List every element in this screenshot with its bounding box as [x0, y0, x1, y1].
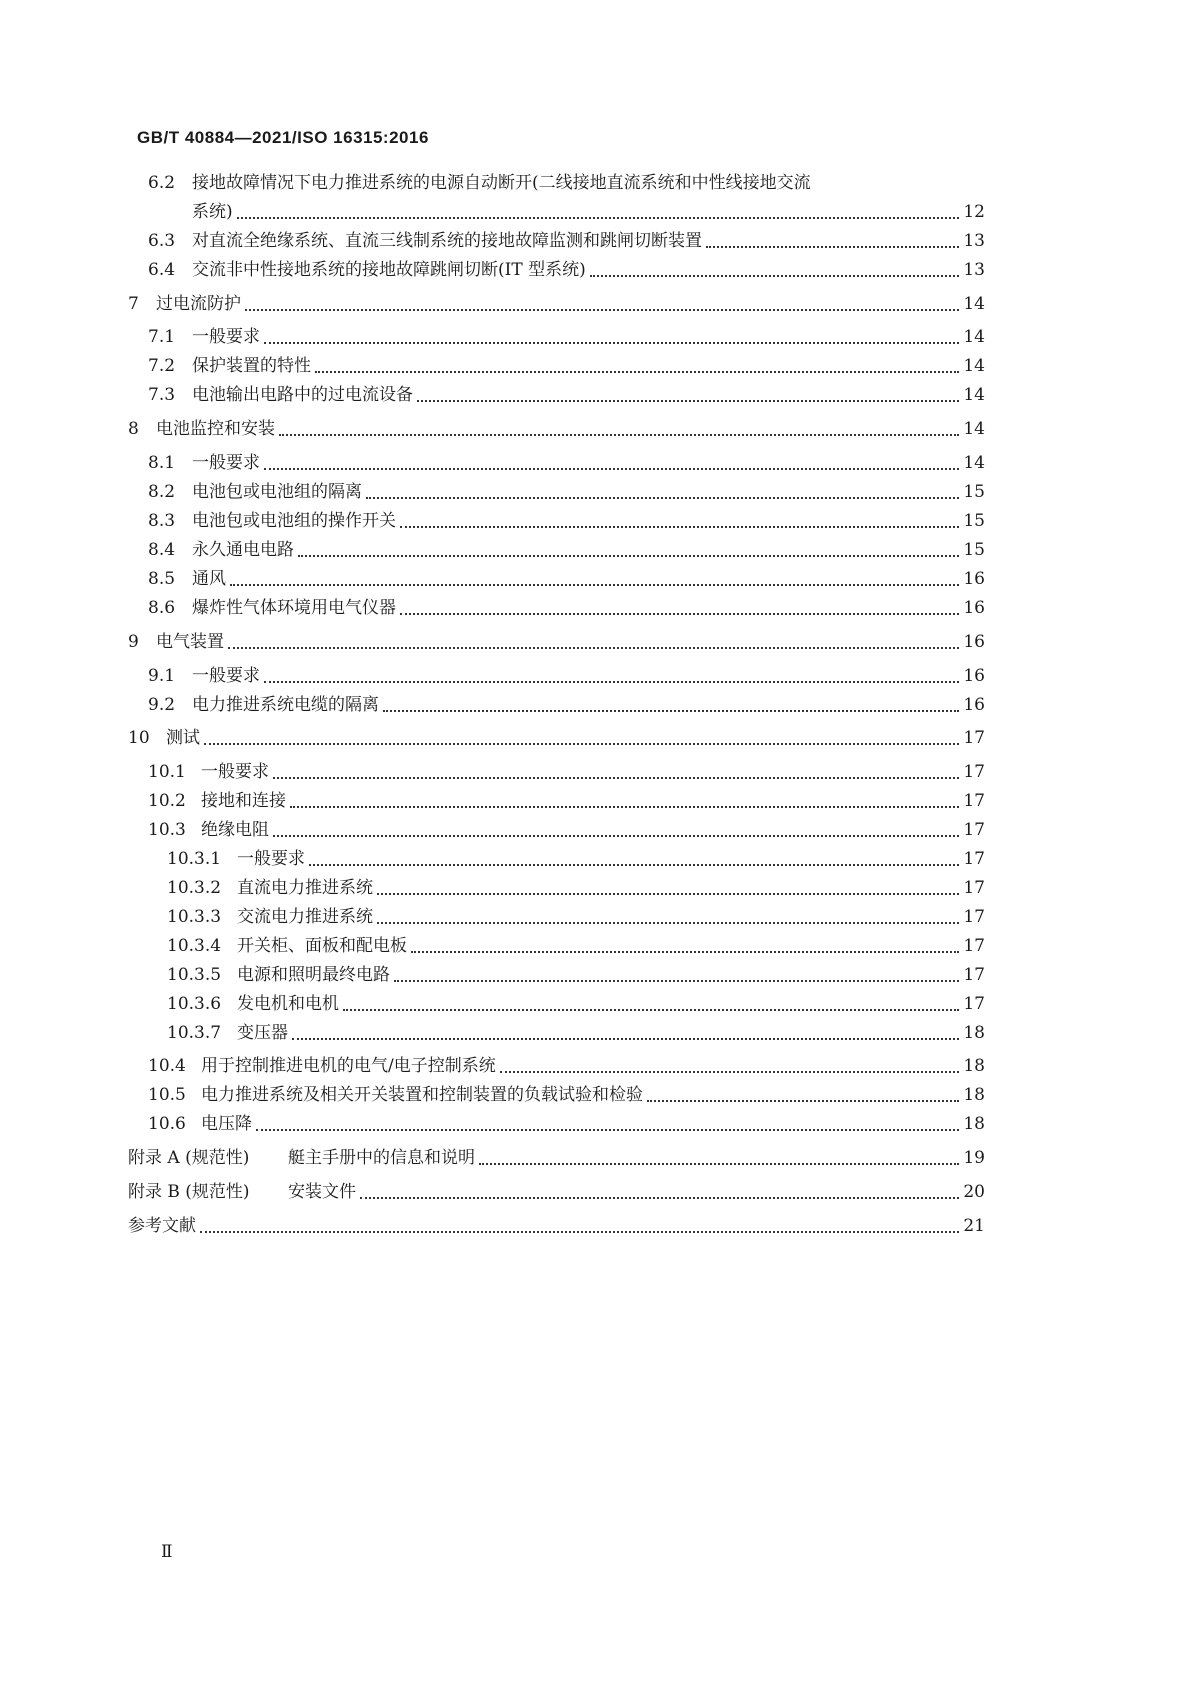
- toc-entry-page: 13: [963, 231, 985, 251]
- page-number: Ⅱ: [161, 1542, 173, 1561]
- toc-entry-page: 17: [963, 762, 985, 782]
- toc-entry-number: 7.3: [148, 385, 176, 405]
- toc-entry[interactable]: [0, 1054, 1191, 1078]
- toc-entry-title: 一般要求: [201, 762, 269, 782]
- toc-entry-title: 用于控制推进电机的电气/电子控制系统: [201, 1056, 496, 1076]
- toc-entry[interactable]: [0, 480, 1191, 504]
- toc-leader-dots: [264, 468, 959, 470]
- toc-leader-dots: [394, 980, 959, 982]
- toc-entry[interactable]: [0, 383, 1191, 407]
- toc-leader-dots: [273, 777, 959, 779]
- toc-entry[interactable]: [0, 963, 1191, 987]
- toc-entry-page: 17: [963, 820, 985, 840]
- toc-entry-page: 14: [963, 453, 985, 473]
- toc-entry[interactable]: [0, 1021, 1191, 1045]
- toc-entry[interactable]: [0, 630, 1191, 654]
- toc-leader-dots: [647, 1100, 959, 1102]
- toc-entry-number: 10.3.5: [167, 965, 222, 985]
- toc-leader-dots: [279, 434, 959, 436]
- toc-leader-dots: [256, 1129, 959, 1131]
- toc-entry-number: 10.3.1: [167, 849, 222, 869]
- toc-entry[interactable]: [0, 417, 1191, 441]
- toc-entry-number: 10.2: [148, 791, 186, 811]
- toc-entry-title: 一般要求: [192, 327, 260, 347]
- toc-entry-title: 测试: [166, 728, 200, 748]
- toc-entry-title: 通风: [192, 569, 226, 589]
- toc-entry-title: 保护装置的特性: [192, 356, 311, 376]
- toc-entry-page: 15: [963, 482, 985, 502]
- toc-entry[interactable]: [0, 567, 1191, 591]
- toc-entry-number: 10: [128, 728, 150, 748]
- toc-entry[interactable]: [0, 876, 1191, 900]
- toc-entry[interactable]: [0, 726, 1191, 750]
- toc-leader-dots: [264, 681, 959, 683]
- toc-leader-dots: [273, 835, 959, 837]
- toc-entry-title: 一般要求: [192, 453, 260, 473]
- toc-entry-title: 电气装置: [156, 632, 224, 652]
- toc-leader-dots: [343, 1009, 959, 1011]
- toc-entry[interactable]: [0, 325, 1191, 349]
- toc-leader-dots: [500, 1071, 960, 1073]
- toc-entry-number: 7.2: [148, 356, 176, 376]
- toc-entry-page: 16: [963, 598, 985, 618]
- toc-entry-page: 17: [963, 994, 985, 1014]
- toc-entry-page: 15: [963, 511, 985, 531]
- toc-leader-dots: [400, 526, 959, 528]
- toc-entry[interactable]: [0, 229, 1191, 253]
- toc-entry-number: 附录 B (规范性): [128, 1182, 250, 1202]
- toc-entry-number: 8.2: [148, 482, 176, 502]
- toc-entry-number: 10.1: [148, 762, 186, 782]
- toc-entry-number: 9.2: [148, 695, 176, 715]
- toc-entry[interactable]: [0, 292, 1191, 316]
- toc-entry-number: 6.2: [148, 173, 176, 193]
- toc-entry[interactable]: [0, 200, 1191, 224]
- toc-leader-dots: [309, 864, 959, 866]
- toc-entry-title: 电力推进系统电缆的隔离: [192, 695, 379, 715]
- toc-leader-dots: [230, 584, 959, 586]
- toc-entry-number: 6.4: [148, 260, 176, 280]
- toc-entry-title: 安装文件: [288, 1182, 356, 1202]
- toc-entry-page: 18: [963, 1114, 985, 1134]
- toc-leader-dots: [377, 893, 959, 895]
- toc-entry-number: 9.1: [148, 666, 176, 686]
- toc-entry[interactable]: [0, 905, 1191, 929]
- toc-leader-dots: [245, 309, 959, 311]
- toc-entry-title: 对直流全绝缘系统、直流三线制系统的接地故障监测和跳闸切断装置: [192, 231, 702, 251]
- toc-entry[interactable]: [0, 1214, 1191, 1238]
- toc-entry-title: 开关柜、面板和配电板: [237, 936, 407, 956]
- toc-entry-number: 10.3.6: [167, 994, 222, 1014]
- toc-entry-number: 8.6: [148, 598, 176, 618]
- toc-entry[interactable]: [0, 1112, 1191, 1136]
- toc-entry-page: 12: [963, 202, 985, 222]
- toc-entry-title: 电池监控和安装: [156, 419, 275, 439]
- toc-entry-page: 18: [963, 1085, 985, 1105]
- toc-entry-title: 交流非中性接地系统的接地故障跳闸切断(IT 型系统): [192, 260, 586, 280]
- toc-leader-dots: [411, 951, 959, 953]
- toc-entry-title: 电压降: [201, 1114, 252, 1134]
- toc-leader-dots: [298, 555, 959, 557]
- toc-entry[interactable]: [0, 258, 1191, 282]
- toc-entry-page: 19: [963, 1148, 985, 1168]
- toc-entry-page: 17: [963, 728, 985, 748]
- toc-leader-dots: [315, 371, 959, 373]
- toc-entry[interactable]: [0, 451, 1191, 475]
- toc-entry-page: 18: [963, 1023, 985, 1043]
- toc-entry-title: 变压器: [237, 1023, 288, 1043]
- toc-entry-title: 电池输出电路中的过电流设备: [192, 385, 413, 405]
- toc-entry-number: 10.3.4: [167, 936, 222, 956]
- toc-entry-page: 17: [963, 791, 985, 811]
- toc-entry-page: 16: [963, 632, 985, 652]
- toc-entry-page: 16: [963, 666, 985, 686]
- toc-entry-title: 电源和照明最终电路: [237, 965, 390, 985]
- toc-entry-page: 17: [963, 936, 985, 956]
- toc-entry-title: 交流电力推进系统: [237, 907, 373, 927]
- toc-entry-page: 17: [963, 849, 985, 869]
- toc-entry-page: 14: [963, 385, 985, 405]
- toc-leader-dots: [479, 1163, 959, 1165]
- toc-entry[interactable]: [0, 760, 1191, 784]
- toc-leader-dots: [204, 743, 959, 745]
- toc-entry-title: 电池包或电池组的隔离: [192, 482, 362, 502]
- toc-entry-title: 一般要求: [237, 849, 305, 869]
- toc-entry-number: 8.3: [148, 511, 176, 531]
- toc-entry-number: 10.6: [148, 1114, 186, 1134]
- toc-entry[interactable]: [0, 789, 1191, 813]
- toc-entry[interactable]: [0, 664, 1191, 688]
- toc-leader-dots: [706, 246, 959, 248]
- toc-entry-title: 爆炸性气体环境用电气仪器: [192, 598, 396, 618]
- toc-leader-dots: [228, 647, 959, 649]
- toc-leader-dots: [237, 217, 960, 219]
- toc-entry[interactable]: [0, 693, 1191, 717]
- toc-entry[interactable]: [0, 509, 1191, 533]
- toc-leader-dots: [400, 613, 959, 615]
- document-header: GB/T 40884—2021/ISO 16315:2016: [137, 128, 429, 147]
- toc-entry-page: 17: [963, 907, 985, 927]
- toc-entry-page: 21: [963, 1216, 985, 1236]
- toc-entry-title: 电池包或电池组的操作开关: [192, 511, 396, 531]
- toc-entry-page: 16: [963, 569, 985, 589]
- toc-entry-page: 18: [963, 1056, 985, 1076]
- toc-entry-page: 14: [963, 327, 985, 347]
- toc-leader-dots: [590, 275, 960, 277]
- toc-entry-number: 10.3.2: [167, 878, 222, 898]
- toc-entry[interactable]: [0, 1180, 1191, 1204]
- toc-entry-page: 17: [963, 965, 985, 985]
- toc-entry-number: 8: [128, 419, 139, 439]
- toc-entry-number: 8.4: [148, 540, 176, 560]
- toc-entry[interactable]: [0, 596, 1191, 620]
- toc-leader-dots: [200, 1231, 959, 1233]
- toc-entry-page: 17: [963, 878, 985, 898]
- toc-leader-dots: [360, 1197, 959, 1199]
- toc-entry-number: 7.1: [148, 327, 176, 347]
- toc-entry-number: 9: [128, 632, 139, 652]
- toc-leader-dots: [290, 806, 959, 808]
- toc-entry[interactable]: [0, 354, 1191, 378]
- toc-entry-title: 参考文献: [128, 1216, 196, 1236]
- toc-entry-number: 7: [128, 294, 139, 314]
- toc-entry-number: 10.3.7: [167, 1023, 222, 1043]
- toc-leader-dots: [377, 922, 959, 924]
- toc-entry[interactable]: [0, 847, 1191, 871]
- toc-entry-page: 14: [963, 356, 985, 376]
- toc-entry-number: 10.5: [148, 1085, 186, 1105]
- toc-entry-number: 6.3: [148, 231, 176, 251]
- toc-entry-number: 附录 A (规范性): [128, 1148, 250, 1168]
- toc-entry-title: 接地和连接: [201, 791, 286, 811]
- toc-entry-title: 电力推进系统及相关开关装置和控制装置的负载试验和检验: [201, 1085, 643, 1105]
- toc-leader-dots: [417, 400, 959, 402]
- toc-entry-title: 系统): [192, 202, 233, 222]
- toc-entry[interactable]: [0, 171, 1191, 195]
- toc-entry[interactable]: [0, 1083, 1191, 1107]
- toc-entry-title: 直流电力推进系统: [237, 878, 373, 898]
- toc-entry[interactable]: [0, 934, 1191, 958]
- toc-entry-page: 14: [963, 294, 985, 314]
- toc-entry-page: 20: [963, 1182, 985, 1202]
- toc-entry[interactable]: [0, 992, 1191, 1016]
- toc-entry-number: 10.4: [148, 1056, 186, 1076]
- toc-entry-number: 8.1: [148, 453, 176, 473]
- toc-entry[interactable]: [0, 818, 1191, 842]
- toc-entry-page: 15: [963, 540, 985, 560]
- toc-entry[interactable]: [0, 538, 1191, 562]
- toc-entry-title: 绝缘电阻: [201, 820, 269, 840]
- toc-entry-page: 13: [963, 260, 985, 280]
- toc-entry-number: 10.3: [148, 820, 186, 840]
- toc-entry-number: 10.3.3: [167, 907, 222, 927]
- toc-entry-title: 艇主手册中的信息和说明: [288, 1148, 475, 1168]
- toc-entry-title: 一般要求: [192, 666, 260, 686]
- toc-entry-title: 发电机和电机: [237, 994, 339, 1014]
- toc-entry-page: 16: [963, 695, 985, 715]
- toc-leader-dots: [366, 497, 959, 499]
- toc-entry-title: 永久通电电路: [192, 540, 294, 560]
- toc-leader-dots: [292, 1038, 959, 1040]
- toc-entry-title: 过电流防护: [156, 294, 241, 314]
- toc-entry-number: 8.5: [148, 569, 176, 589]
- toc-entry-title: 接地故障情况下电力推进系统的电源自动断开(二线接地直流系统和中性线接地交流: [192, 173, 811, 193]
- toc-leader-dots: [264, 342, 959, 344]
- toc-entry-page: 14: [963, 419, 985, 439]
- toc-leader-dots: [383, 710, 959, 712]
- toc-entry[interactable]: [0, 1146, 1191, 1170]
